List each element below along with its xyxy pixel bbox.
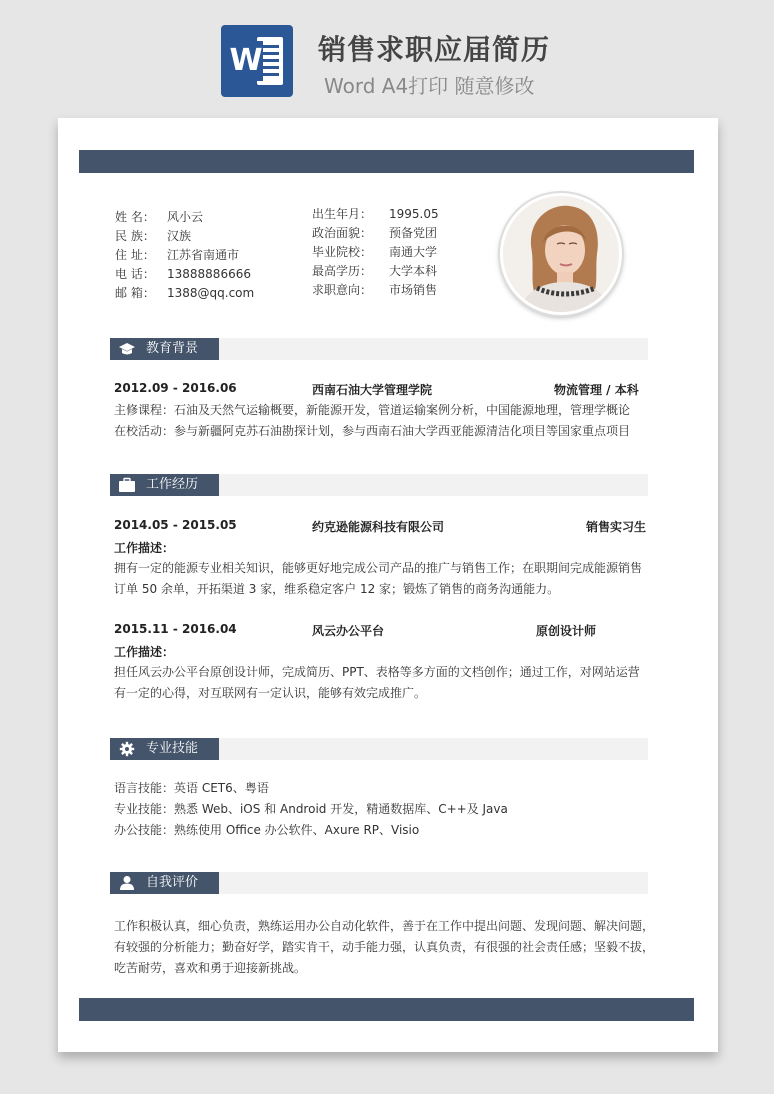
education-major: 物流管理 / 本科: [554, 383, 639, 397]
profile-value: 13888886666: [167, 267, 251, 281]
section-title: 工作经历: [146, 477, 199, 492]
section-title: 自我评价: [146, 875, 199, 890]
page-title: 销售求职应届简历: [318, 33, 551, 66]
profile-row: [312, 205, 439, 224]
bottom-accent-bar: [79, 998, 694, 1021]
job-desc-line: 担任风云办公平台原创设计师，完成简历、PPT、表格等多方面的文档创作；通过工作，对网站运营: [114, 665, 640, 679]
self-eval-line: 有较强的分析能力；勤奋好学，踏实肯干，动手能力强，认真负责，有很强的社会责任感；坚毅不拔，: [114, 940, 655, 954]
skill-item: 语言技能：英语 CET6、粤语: [114, 781, 269, 795]
avatar-portrait-icon: [503, 196, 622, 315]
profile-value: 预备党团: [389, 226, 438, 240]
profile-key: 政治面貌：: [312, 226, 373, 240]
self-eval-line: 工作积极认真，细心负责，熟练运用办公自动化软件，善于在工作中提出问题、发现问题、解决问题，: [114, 919, 655, 933]
gear-icon: [118, 741, 136, 757]
profile-left: [115, 208, 254, 303]
job-company: 约克逊能源科技有限公司: [312, 520, 445, 534]
profile-row: [115, 246, 254, 265]
word-logo-letter: W: [229, 41, 263, 81]
section-title: 专业技能: [146, 741, 199, 756]
skill-item: 专业技能：熟悉 Web、iOS 和 Android 开发，精通数据库、C++及 Java: [114, 802, 508, 816]
section-tag: [110, 872, 219, 894]
avatar: [500, 193, 622, 315]
profile-row: [312, 262, 439, 281]
education-date: 2012.09 - 2016.06: [114, 381, 237, 395]
top-accent-bar: [79, 150, 694, 173]
profile-right: [312, 205, 439, 300]
profile-value: 江苏省南通市: [167, 248, 240, 262]
profile-key: 邮 箱：: [115, 286, 155, 300]
section-header-skills: [110, 738, 648, 760]
profile-key: 民 族：: [115, 229, 155, 243]
profile-email[interactable]: 1388@qq.com: [167, 286, 255, 300]
profile-key: 最高学历：: [312, 264, 373, 278]
section-tag: [110, 338, 219, 360]
profile-value: 1995.05: [389, 207, 439, 221]
profile-row: [115, 284, 254, 303]
page-subtitle: Word A4打印 随意修改: [324, 74, 535, 98]
profile-key: 住 址：: [115, 248, 155, 262]
job-desc-label: 工作描述：: [114, 645, 175, 659]
profile-key: 求职意向：: [312, 283, 373, 297]
section-header-work: [110, 474, 648, 496]
self-eval-line: 吃苦耐劳，喜欢和勇于迎接新挑战。: [114, 961, 307, 975]
job-date: 2015.11 - 2016.04: [114, 622, 237, 636]
profile-value: 南通大学: [389, 245, 438, 259]
profile-row: [312, 224, 439, 243]
job-desc-line: 拥有一定的能源专业相关知识，能够更好地完成公司产品的推广与销售工作；在职期间完成能源销售: [114, 561, 643, 575]
profile-value: 大学本科: [389, 264, 438, 278]
section-header-education: [110, 338, 648, 360]
education-courses: 主修课程：石油及天然气运输概要，新能源开发，管道运输案例分析，中国能源地理，管理学概论: [114, 403, 631, 417]
word-logo-icon: [221, 25, 293, 97]
profile-value: 风小云: [167, 210, 204, 224]
job-company: 风云办公平台: [312, 624, 385, 638]
profile-key: 姓 名：: [115, 210, 155, 224]
skill-item: 办公技能：熟练使用 Office 办公软件、Axure RP、Visio: [114, 823, 420, 837]
section-header-self-eval: [110, 872, 648, 894]
job-desc-label: 工作描述：: [114, 541, 175, 555]
education-school: 西南石油大学管理学院: [312, 383, 433, 397]
profile-row: [312, 281, 439, 300]
section-tag: [110, 474, 219, 496]
profile-value: 市场销售: [389, 283, 438, 297]
job-role: 销售实习生: [586, 520, 647, 534]
job-role: 原创设计师: [536, 624, 597, 638]
education-activities: 在校活动：参与新疆阿克苏石油勘探计划，参与西南石油大学西亚能源清洁化项目等国家重点项目: [114, 424, 631, 438]
graduation-cap-icon: [118, 341, 136, 357]
job-desc-line: 订单 50 余单，开拓渠道 3 家，维系稳定客户 12 家；锻炼了销售的商务沟通能力。: [114, 582, 560, 596]
resume-page: [58, 118, 718, 1052]
profile-row: [312, 243, 439, 262]
job-date: 2014.05 - 2015.05: [114, 518, 237, 532]
person-icon: [118, 875, 136, 891]
section-tag: [110, 738, 219, 760]
profile-row: [115, 265, 254, 284]
page-header: [0, 0, 774, 110]
job-desc-line: 有一定的心得，对互联网有一定认识，能够有效完成推广。: [114, 686, 427, 700]
profile-value: 汉族: [167, 229, 192, 243]
profile-key: 出生年月：: [312, 207, 373, 221]
section-title: 教育背景: [146, 341, 199, 356]
profile-key: 毕业院校：: [312, 245, 373, 259]
profile-row: [115, 208, 254, 227]
briefcase-icon: [118, 477, 136, 493]
profile-key: 电 话：: [115, 267, 155, 281]
profile-row: [115, 227, 254, 246]
